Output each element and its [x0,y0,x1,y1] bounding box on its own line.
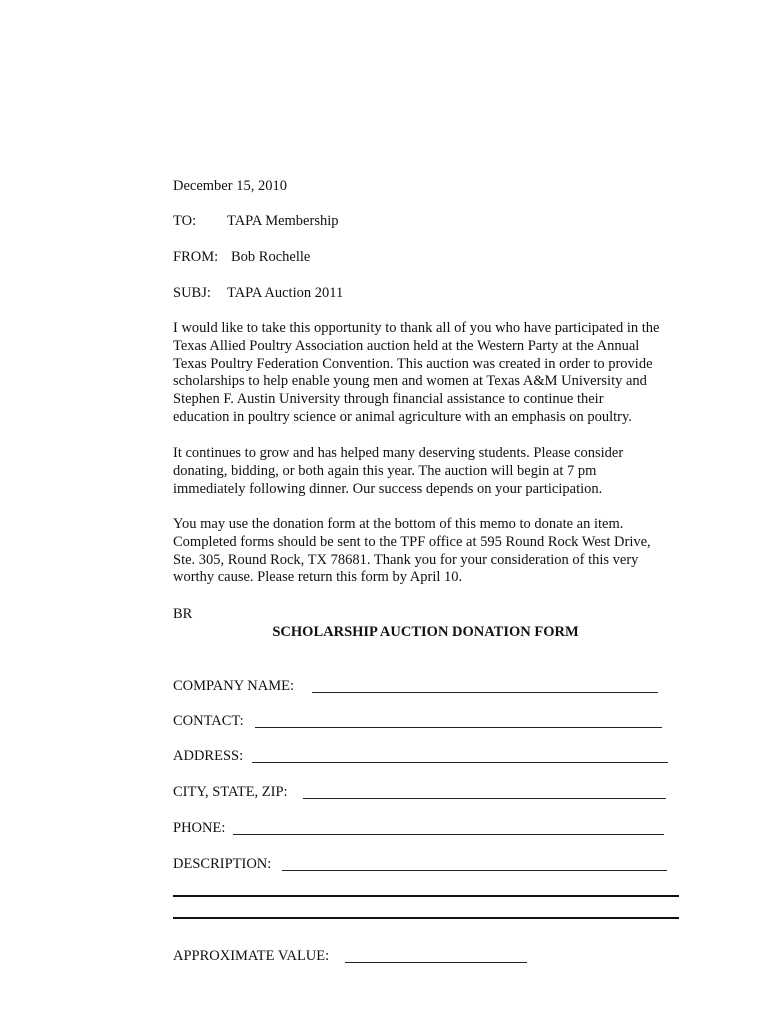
address-field[interactable] [252,762,668,763]
paragraph-line: You may use the donation form at the bottom of this memo to donate an item. [173,516,624,532]
paragraph-line: education in poultry science or animal agriculture with an emphasis on poultry. [173,408,632,425]
approximate-value-field[interactable] [345,962,527,963]
memo-date: December 15, 2010 [173,178,287,194]
memo-from-value: Bob Rochelle [231,249,311,265]
form-title: SCHOLARSHIP AUCTION DONATION FORM [272,624,579,640]
memo-to-label: TO: [173,213,197,229]
description-line-2[interactable] [173,895,679,897]
memo-to-value: TAPA Membership [227,213,339,229]
contact-label: CONTACT: [173,713,244,729]
city-state-zip-label: CITY, STATE, ZIP: [173,784,288,800]
company-name-field[interactable] [312,692,658,693]
phone-label: PHONE: [173,820,226,836]
paragraph-line: Texas Allied Poultry Association auction held at the Western Party at the Annual [173,337,640,354]
paragraph-line: I would like to take this opportunity to thank all of you who have participated in the [173,320,660,336]
paragraph-line: scholarships to help enable young men and women at Texas A&M University and [173,373,647,390]
memo-from-label: FROM: [173,249,219,265]
memo-paragraph-3 [173,516,693,587]
memo-to-row [173,213,196,230]
company-name-label: COMPANY NAME: [173,678,294,694]
memo-signoff: BR [173,606,193,622]
memo-paragraph-2 [173,445,693,498]
paragraph-line: Stephen F. Austin University through financial assistance to continue their [173,391,604,408]
paragraph-line: It continues to grow and has helped many deserving students. Please consider [173,445,624,461]
address-label: ADDRESS: [173,748,244,764]
paragraph-line: immediately following dinner. Our success depends on your participation. [173,480,603,497]
contact-field[interactable] [255,727,662,728]
memo-subj-label: SUBJ: [173,285,211,301]
paragraph-line: Completed forms should be sent to the TPF office at 595 Round Rock West Drive, [173,533,651,550]
phone-field[interactable] [233,834,664,835]
approximate-value-label: APPROXIMATE VALUE: [173,948,330,964]
paragraph-line: Texas Poultry Federation Convention. This auction was created in order to provide [173,355,653,372]
description-field[interactable] [282,870,667,871]
paragraph-line: donating, bidding, or both again this year. The auction will begin at 7 pm [173,462,597,479]
description-line-3[interactable] [173,917,679,919]
memo-paragraph-1 [173,320,693,427]
description-label: DESCRIPTION: [173,856,272,872]
paragraph-line: worthy cause. Please return this form by April 10. [173,569,463,586]
city-state-zip-field[interactable] [303,798,666,799]
memo-subj-value: TAPA Auction 2011 [227,285,344,301]
paragraph-line: Ste. 305, Round Rock, TX 78681. Thank you for your consideration of this very [173,551,639,568]
